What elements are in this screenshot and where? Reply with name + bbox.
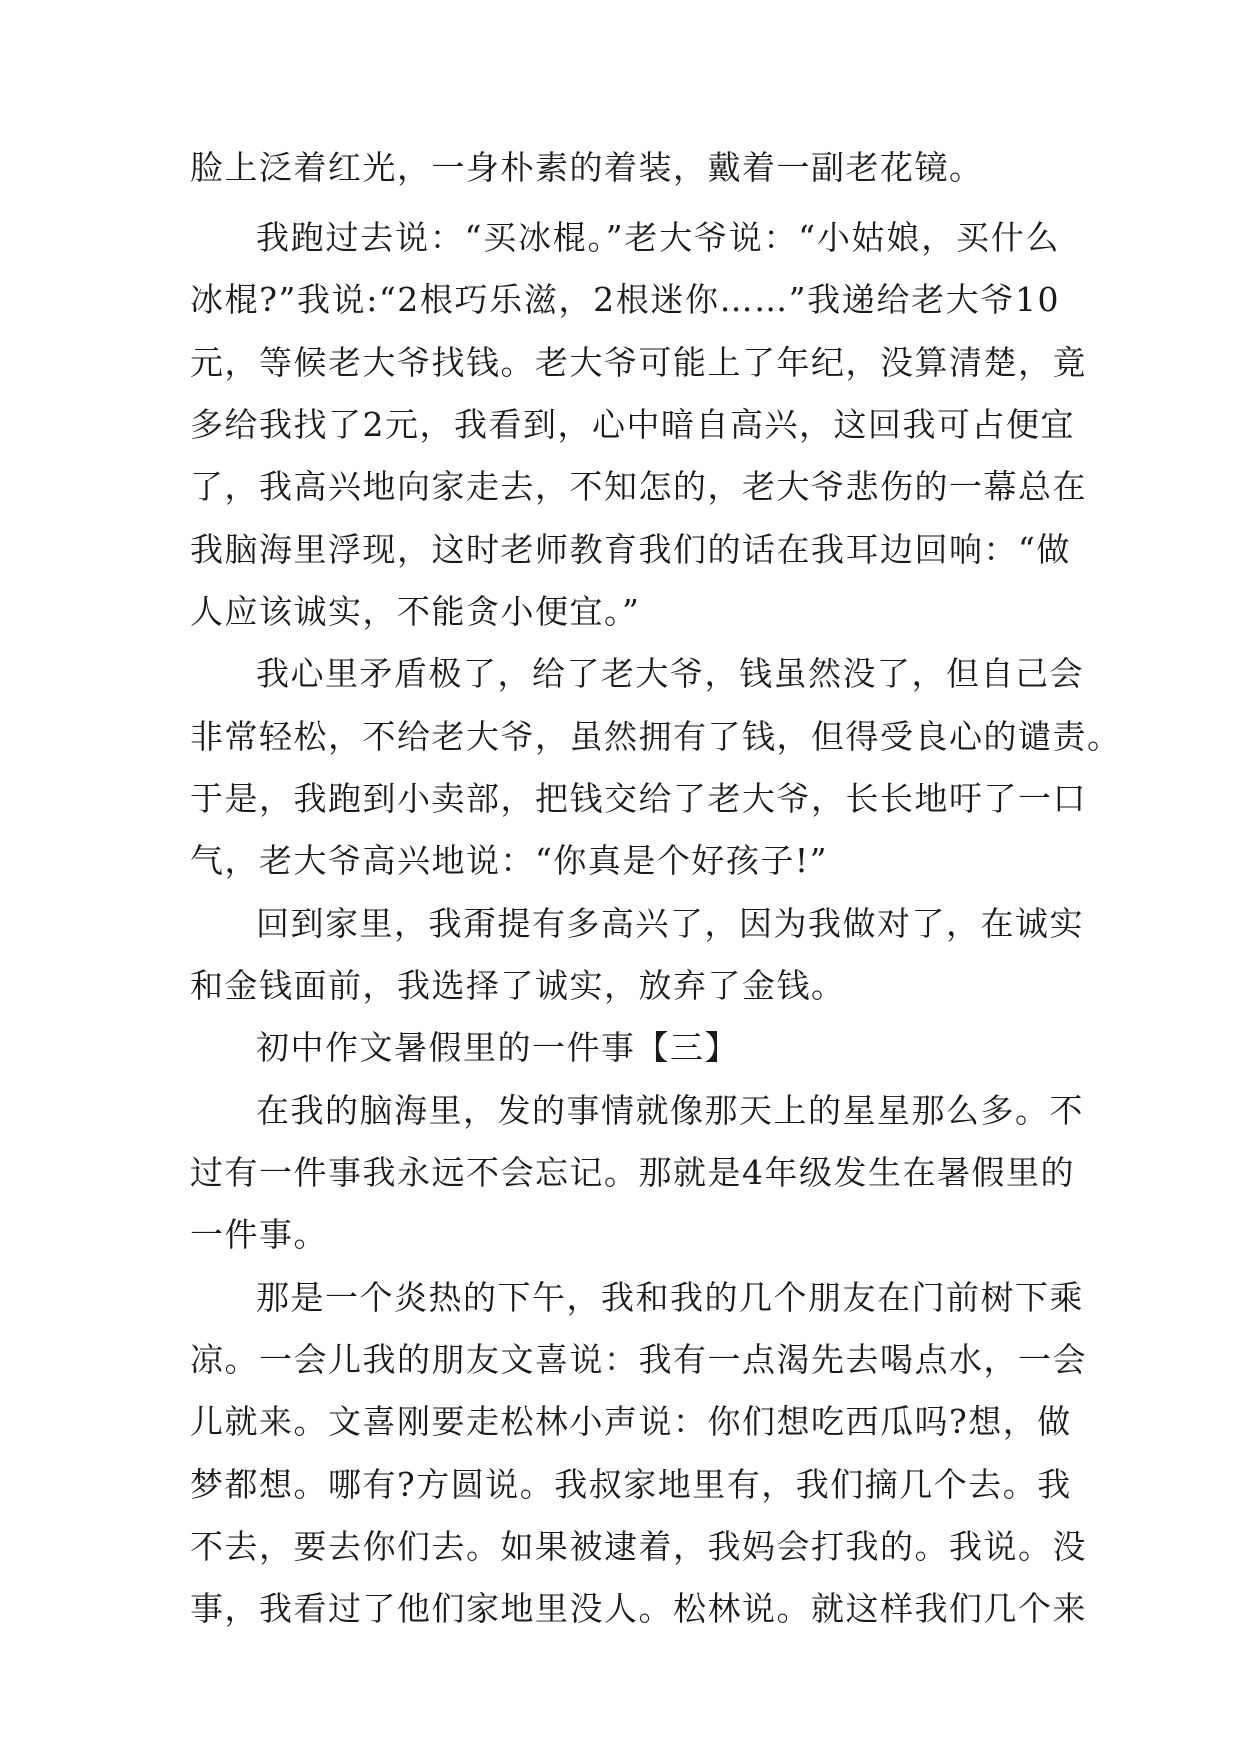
text-line: 我脑海里浮现，这时老师教育我们的话在我耳边回响：“做 (190, 530, 1071, 569)
paragraph-first-line: 在我的脑海里，发的事情就像那天上的星星那么多。不 (256, 1091, 1084, 1130)
text-line: 过有一件事我永远不会忘记。那就是4年级发生在暑假里的 (190, 1153, 1075, 1192)
paragraph-first-line: 我跑过去说：“买冰棍。”老大爷说：“小姑娘，买什么 (256, 218, 1060, 257)
text-line: 梦都想。哪有?方圆说。我叔家地里有，我们摘几个去。我 (190, 1465, 1072, 1504)
text-line: 一件事。 (190, 1215, 328, 1254)
text-line: 脸上泛着红光，一身朴素的着装，戴着一副老花镜。 (190, 148, 984, 187)
text-line: 人应该诚实，不能贪小便宜。” (190, 592, 641, 631)
text-line: 和金钱面前，我选择了诚实，放弃了金钱。 (190, 966, 846, 1005)
paragraph-first-line: 回到家里，我甭提有多高兴了，因为我做对了，在诚实 (256, 904, 1084, 943)
text-line: 多给我找了2元，我看到，心中暗自高兴，这回我可占便宜 (190, 405, 1075, 444)
text-line: 于是，我跑到小卖部，把钱交给了老大爷，长长地吁了一口 (190, 779, 1087, 818)
text-line: 凉。一会儿我的朋友文喜说：我有一点渴先去喝点水，一会 (190, 1340, 1087, 1379)
text-line: 冰棍?”我说:“2根巧乐滋，2根迷你……”我递给老大爷10 (190, 280, 1060, 319)
paragraph-first-line: 我心里矛盾极了，给了老大爷，钱虽然没了，但自己会 (256, 654, 1084, 693)
paragraph-first-line: 那是一个炎热的下午，我和我的几个朋友在门前树下乘 (256, 1278, 1084, 1317)
section-heading: 初中作文暑假里的一件事【三】 (256, 1028, 739, 1067)
text-line: 了，我高兴地向家走去，不知怎的，老大爷悲伤的一幕总在 (190, 467, 1087, 506)
text-line: 元，等候老大爷找钱。老大爷可能上了年纪，没算清楚，竟 (190, 343, 1087, 382)
text-line: 气，老大爷高兴地说：“你真是个好孩子!” (190, 841, 829, 880)
text-line: 非常轻松，不给老大爷，虽然拥有了钱，但得受良心的谴责。 (190, 717, 1122, 756)
text-line: 事，我看过了他们家地里没人。松林说。就这样我们几个来 (190, 1589, 1087, 1628)
text-line: 儿就来。文喜刚要走松林小声说：你们想吃西瓜吗?想，做 (190, 1402, 1072, 1441)
text-line: 不去，要去你们去。如果被逮着，我妈会打我的。我说。没 (190, 1527, 1087, 1566)
